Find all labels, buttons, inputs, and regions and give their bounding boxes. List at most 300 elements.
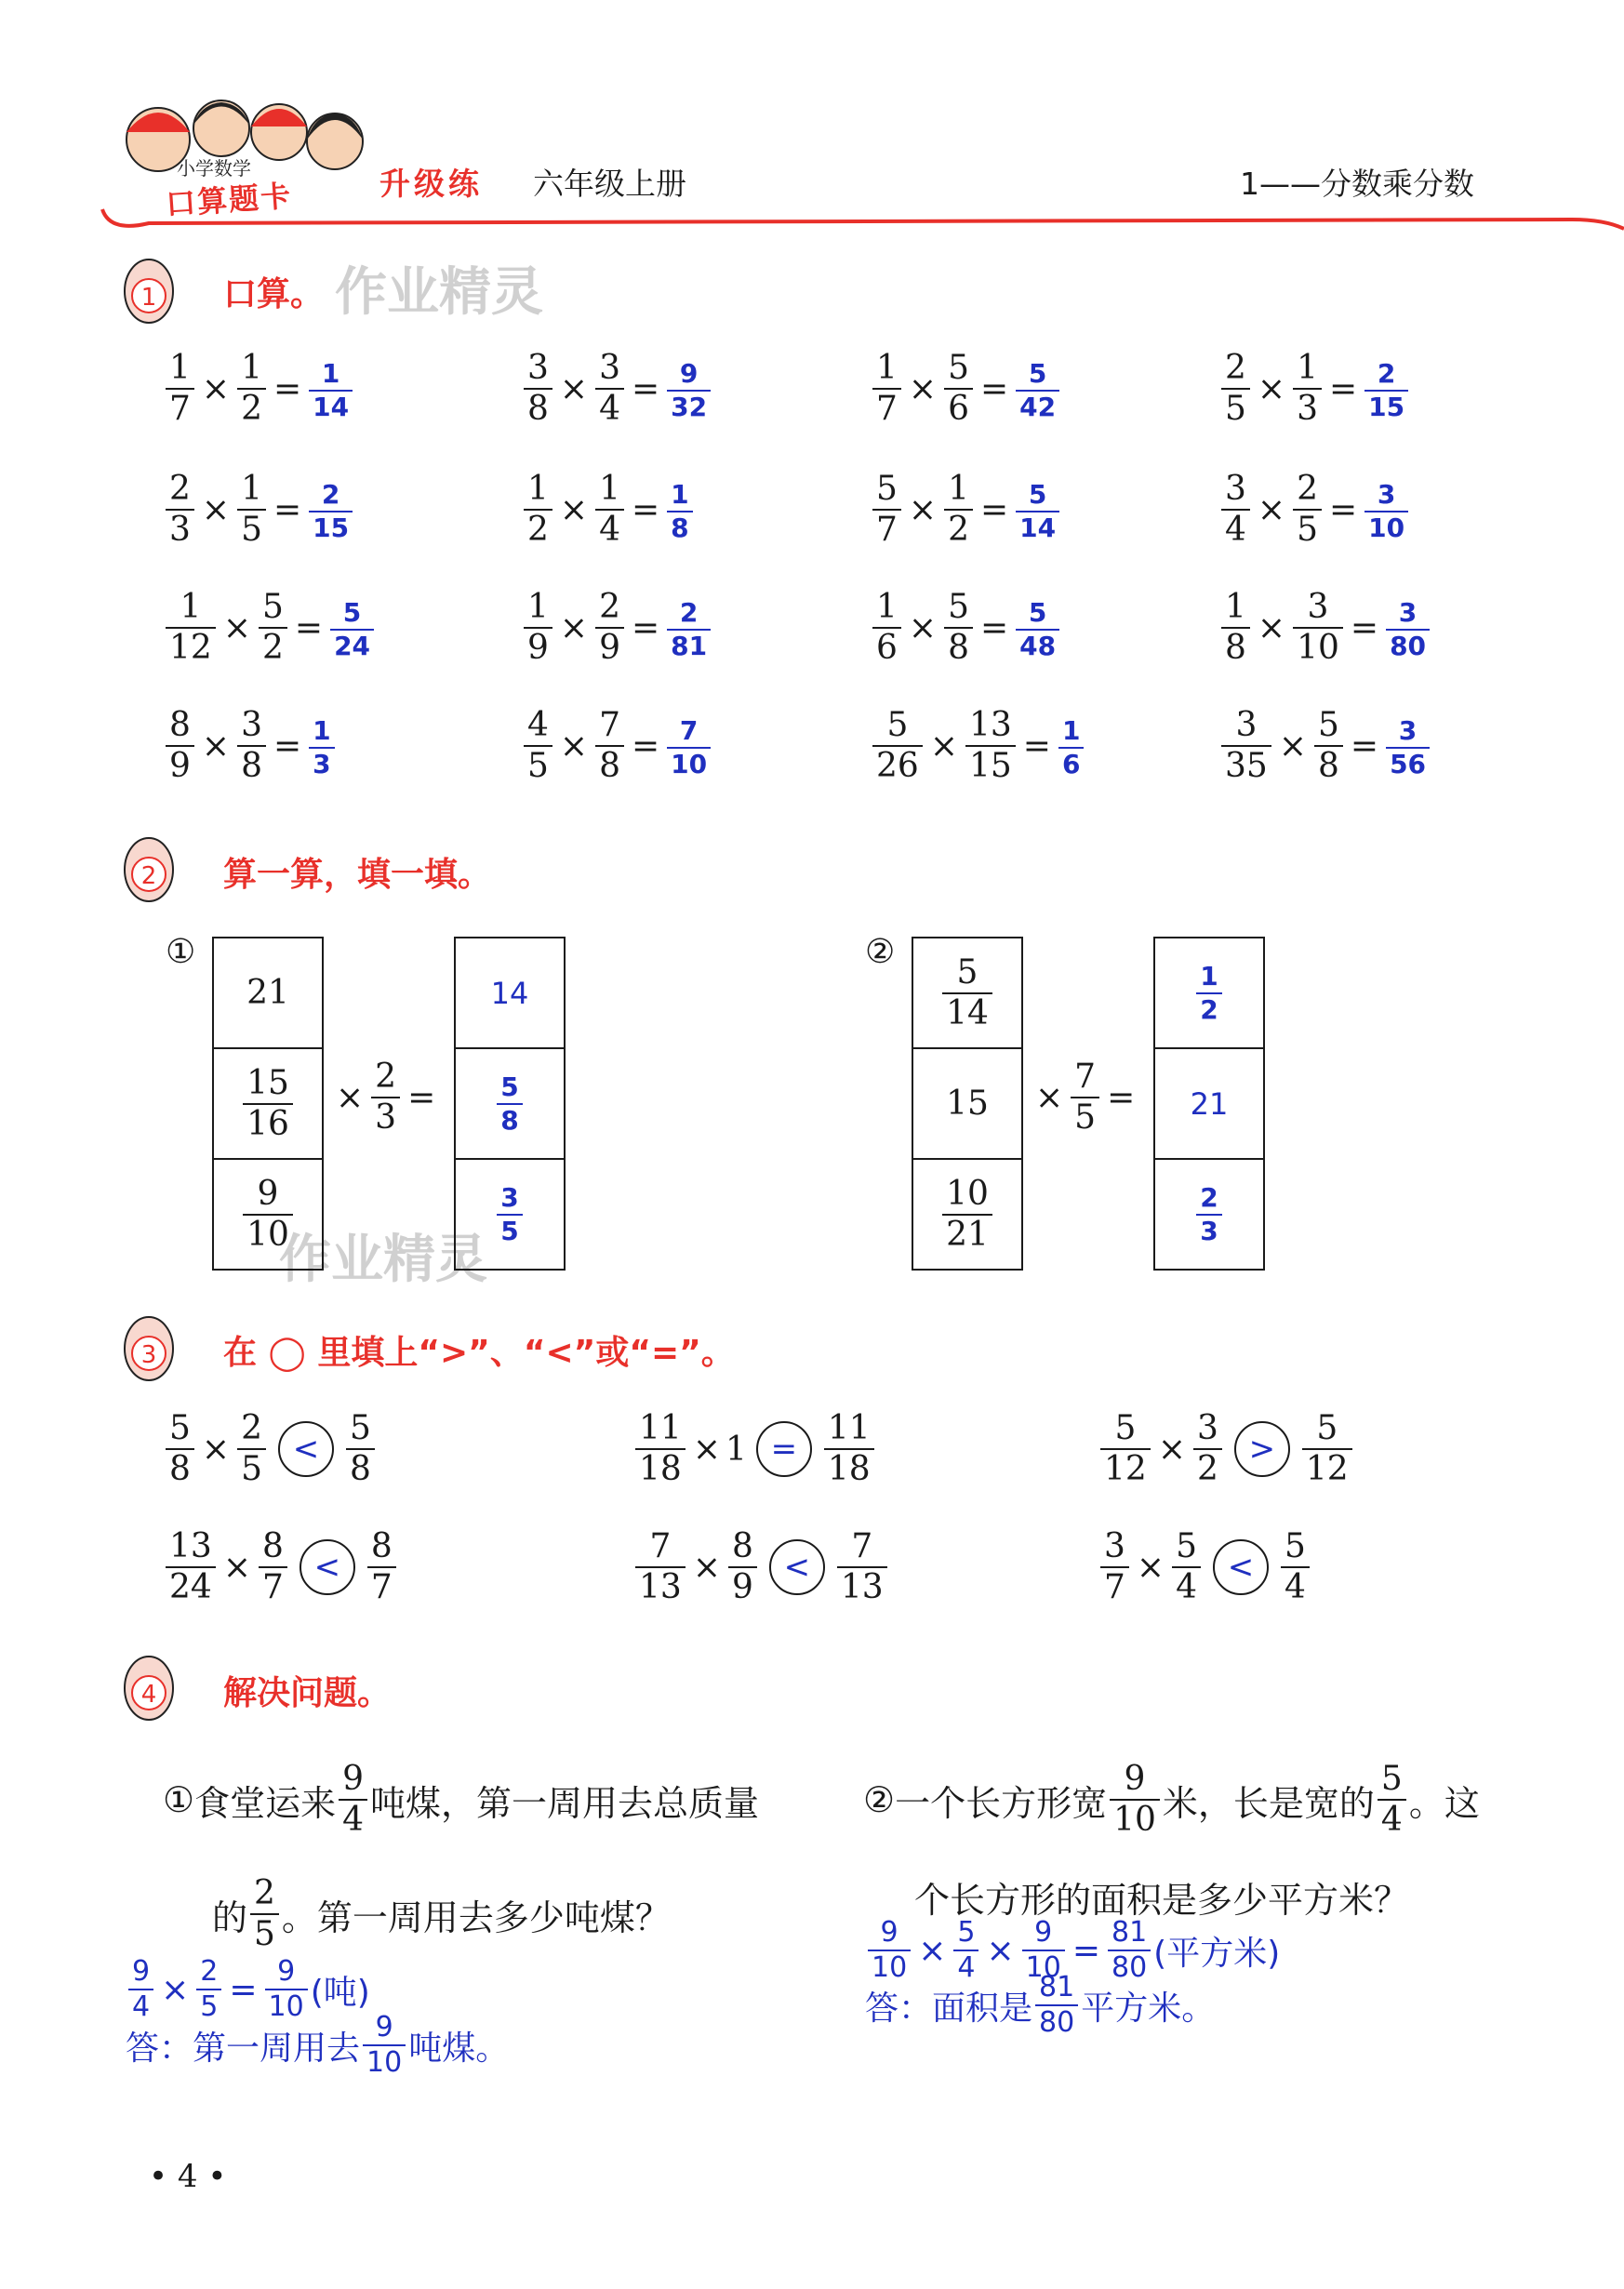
denominator: 15 (1364, 390, 1408, 420)
times-sign: × (1257, 608, 1286, 647)
denominator: 4 (339, 1799, 367, 1837)
numerator: 13 (169, 1527, 212, 1565)
numerator: 8 (731, 1527, 753, 1565)
rhs-fraction (824, 1409, 874, 1488)
denominator: 4 (953, 1950, 978, 1982)
answer-fraction (363, 2011, 406, 2079)
equals-sign: = (979, 608, 1009, 647)
numerator: 15 (246, 1063, 289, 1102)
denominator: 13 (635, 1566, 686, 1604)
numerator: 9 (1124, 1760, 1146, 1798)
numerator: 3 (1196, 1409, 1218, 1447)
denominator: 5 (237, 1448, 266, 1486)
factor-b (595, 706, 624, 785)
numerator: 5 (876, 470, 898, 508)
equals-sign: = (631, 608, 660, 647)
denominator: 9 (524, 627, 552, 665)
equals-sign: = (1107, 1078, 1136, 1117)
work-unit: (平方米) (1153, 1934, 1281, 1973)
svg-text:2: 2 (140, 862, 157, 890)
denominator: 6 (944, 388, 973, 426)
answer-text: 吨煤。 (408, 2029, 510, 2068)
answer (664, 479, 695, 541)
section-2-badge-icon (121, 828, 177, 912)
numerator: 3 (1225, 470, 1246, 508)
times-sign: × (559, 726, 589, 765)
numerator: 5 (1028, 478, 1047, 510)
output-cell (456, 938, 564, 1049)
problem-text: 米，长是宽的 (1162, 1782, 1375, 1824)
numerator: 2 (321, 478, 340, 510)
answer-fraction (1364, 478, 1408, 543)
denominator: 3 (1196, 1214, 1221, 1244)
numerator: 5 (1028, 357, 1047, 389)
answer-fraction (667, 478, 692, 543)
denominator: 4 (128, 1989, 153, 2021)
cell-fraction (243, 1063, 293, 1143)
cell-value: 14 (490, 975, 529, 1011)
oral-item (163, 349, 355, 428)
denominator: 15 (309, 511, 353, 541)
factor-a (872, 588, 901, 667)
answer (306, 479, 355, 541)
factor-b (965, 706, 1016, 785)
rhs-fraction (837, 1527, 887, 1606)
input-column (212, 937, 324, 1271)
numerator: 5 (342, 596, 362, 628)
numerator: 5 (948, 349, 969, 387)
factor-a (1221, 588, 1250, 667)
denominator: 80 (1108, 1950, 1151, 1982)
denominator: 2 (1193, 1448, 1222, 1486)
problem-fraction (1110, 1760, 1160, 1839)
denominator: 4 (595, 509, 624, 547)
answer (1383, 715, 1432, 778)
factor-b (1314, 706, 1343, 785)
denominator: 8 (524, 388, 552, 426)
numerator: 7 (679, 714, 699, 746)
numerator: 5 (169, 1409, 191, 1447)
numerator: 1 (1200, 960, 1218, 991)
compare-item (1098, 1409, 1355, 1488)
lhs-factor-b (259, 1527, 287, 1606)
oral-item (870, 588, 1062, 667)
compare-circle[interactable]: < (278, 1421, 334, 1477)
compare-circle[interactable]: < (300, 1539, 355, 1595)
lhs-factor-a (1100, 1409, 1151, 1488)
lhs-factor-a (1100, 1527, 1129, 1606)
equals-sign: = (1328, 490, 1358, 529)
equals-sign: = (1350, 726, 1379, 765)
times-sign: × (1257, 369, 1286, 408)
equals-sign: = (273, 369, 302, 408)
denominator: 7 (367, 1566, 396, 1604)
denominator: 2 (259, 627, 287, 665)
factor-b (237, 472, 266, 547)
numerator: 1 (876, 588, 898, 626)
numerator: 5 (349, 1409, 371, 1447)
problem-text: 。这 (1408, 1782, 1480, 1824)
factor-b (595, 472, 624, 547)
numerator: 9 (375, 2011, 393, 2043)
denominator: 8 (944, 627, 973, 665)
compare-item (163, 1409, 378, 1488)
input-cell (214, 938, 322, 1049)
lhs-factor-a (635, 1527, 686, 1606)
denominator: 7 (259, 1566, 287, 1604)
numerator: 1 (876, 349, 898, 387)
section-3-badge-icon (121, 1307, 177, 1391)
output-column (454, 937, 566, 1271)
answer-text: 答：第一周用去 (126, 2029, 361, 2068)
numerator: 9 (132, 1955, 151, 1988)
numerator: 2 (375, 1058, 397, 1096)
numerator: 1 (169, 349, 191, 387)
numerator: 2 (1377, 357, 1396, 389)
svg-text:3: 3 (140, 1341, 157, 1369)
problem-1-answer (126, 2011, 510, 2079)
numerator: 5 (886, 706, 909, 744)
equals-sign: = (979, 369, 1009, 408)
denominator: 10 (265, 1989, 308, 2021)
denominator: 16 (243, 1103, 293, 1141)
problem-1-work (126, 1955, 370, 2023)
numerator: 1 (671, 478, 689, 510)
cell-value: 21 (246, 974, 289, 1012)
numerator: 11 (827, 1409, 871, 1447)
section-3-title: 在 ◯ 里填上“>”、“<”或“=”。 (223, 1334, 735, 1372)
item-label: ② (865, 933, 896, 971)
denominator: 24 (330, 629, 374, 659)
numerator: 9 (880, 1916, 899, 1949)
answer (1013, 358, 1062, 420)
numerator: 2 (200, 1955, 219, 1988)
numerator: 5 (956, 952, 978, 991)
problem-text: 一个长方形宽 (895, 1782, 1108, 1824)
denominator: 9 (166, 745, 194, 783)
factor-b (944, 588, 973, 667)
answer-fraction (1016, 478, 1059, 543)
problem-fraction (250, 1874, 279, 1953)
work-result (265, 1955, 308, 2023)
compare-circle[interactable]: < (1213, 1539, 1269, 1595)
factor-b (595, 588, 624, 667)
oral-item (870, 472, 1062, 547)
header-divider (0, 205, 1624, 242)
cell-fraction (1196, 1181, 1221, 1246)
factor-a (166, 349, 194, 428)
factor-b (259, 588, 287, 667)
denominator: 5 (1071, 1097, 1099, 1135)
factor-b (944, 472, 973, 547)
denominator: 7 (872, 509, 901, 547)
oral-item (1218, 588, 1432, 667)
answer (306, 358, 355, 420)
denominator: 10 (1022, 1950, 1065, 1982)
denominator: 10 (243, 1214, 293, 1252)
numerator: 2 (241, 1409, 262, 1447)
denominator: 4 (1281, 1566, 1310, 1604)
work-fraction (953, 1916, 978, 1984)
equals-sign: = (1072, 1931, 1100, 1970)
numerator: 7 (649, 1527, 672, 1565)
denominator: 8 (595, 745, 624, 783)
denominator: 80 (1386, 629, 1430, 659)
numerator: 9 (257, 1174, 279, 1213)
factor-b (237, 706, 266, 785)
brand-title: 口算题卡 (164, 178, 294, 222)
denominator: 14 (1016, 511, 1059, 541)
factor-b (595, 349, 624, 428)
numerator: 1 (1061, 714, 1081, 746)
denominator: 81 (667, 629, 711, 659)
section-1-badge-icon (121, 249, 177, 333)
denominator: 8 (1314, 745, 1343, 783)
equals-sign: = (631, 369, 660, 408)
times-sign: × (1157, 1430, 1186, 1469)
numerator: 8 (169, 706, 191, 744)
times-sign: × (908, 369, 938, 408)
denominator: 24 (166, 1566, 216, 1604)
compare-circle[interactable]: < (769, 1539, 825, 1595)
compare-circle[interactable]: > (1234, 1421, 1290, 1477)
times-sign: × (1035, 1078, 1064, 1117)
factor-a (1221, 349, 1250, 428)
lhs-factor-a (166, 1409, 194, 1488)
answer (664, 715, 713, 778)
answer (306, 715, 337, 778)
input-cell (913, 938, 1021, 1049)
work-fraction (196, 1955, 221, 2023)
lhs-factor-b (1172, 1527, 1201, 1606)
rhs-fraction (1302, 1409, 1352, 1488)
compare-item (1098, 1527, 1312, 1606)
compare-circle[interactable]: = (756, 1421, 812, 1477)
times-sign: × (1257, 490, 1286, 529)
equals-sign: = (273, 726, 302, 765)
denominator: 26 (872, 745, 923, 783)
answer-fraction (667, 596, 711, 661)
grade-label: 六年级上册 (533, 166, 686, 202)
denominator: 2 (524, 509, 552, 547)
equals-sign: = (273, 490, 302, 529)
factor-b (1293, 472, 1322, 547)
watermark-2: 作业精灵 (279, 1230, 487, 1290)
cell-fraction (942, 1174, 992, 1254)
answer (1013, 597, 1062, 659)
answer-text: 答：面积是 (865, 1989, 1033, 2028)
factor-a (166, 472, 194, 547)
numerator: 10 (946, 1174, 989, 1213)
oral-item (163, 588, 377, 667)
denominator: 42 (1016, 390, 1059, 420)
numerator: 5 (948, 588, 969, 626)
answer (1362, 479, 1411, 541)
factor-a (872, 472, 901, 547)
numerator: 1 (1297, 349, 1318, 387)
page-number-value: 4 (177, 2158, 198, 2195)
times-sign: × (559, 369, 589, 408)
denominator: 5 (237, 509, 266, 547)
numerator: 2 (599, 588, 620, 626)
factor-b (1293, 588, 1343, 667)
numerator: 4 (527, 706, 549, 744)
denominator: 35 (1221, 745, 1271, 783)
numerator: 2 (1225, 349, 1246, 387)
numerator: 8 (261, 1527, 284, 1565)
numerator: 2 (1297, 470, 1318, 508)
answer (327, 597, 377, 659)
equals-sign: = (631, 490, 660, 529)
answer-fraction (667, 714, 711, 779)
answer-fraction (309, 714, 334, 779)
times-sign: × (929, 726, 958, 765)
times-sign: × (201, 1430, 231, 1469)
answer (1013, 479, 1062, 541)
equals-sign: = (1022, 726, 1051, 765)
cell-fraction (497, 1071, 522, 1136)
denominator: 5 (524, 745, 552, 783)
numerator: 11 (639, 1409, 682, 1447)
times-sign: × (559, 608, 589, 647)
denominator: 18 (635, 1448, 686, 1486)
output-column (1153, 937, 1265, 1271)
numerator: 3 (500, 1181, 519, 1213)
times-sign: × (222, 1548, 251, 1587)
problem-1-line-1 (163, 1760, 760, 1839)
answer (664, 358, 713, 420)
factor-b (237, 349, 266, 428)
numerator: 1 (180, 588, 202, 626)
numerator: 5 (1028, 596, 1047, 628)
cell-fraction (1196, 960, 1221, 1025)
denominator: 48 (1016, 629, 1059, 659)
numerator: 1 (948, 470, 969, 508)
times-sign: × (201, 490, 231, 529)
problem-text: 吨煤，第一周用去总质量 (370, 1782, 760, 1824)
problem-fraction (1378, 1760, 1406, 1839)
numerator: 1 (313, 714, 331, 746)
oral-item (521, 472, 696, 547)
denominator: 7 (872, 388, 901, 426)
problem-2-answer (865, 1971, 1216, 2039)
denominator: 4 (1221, 509, 1250, 547)
cell-fraction (942, 952, 992, 1032)
factor-a (524, 349, 552, 428)
numerator: 2 (254, 1874, 275, 1912)
denominator: 8 (166, 1448, 194, 1486)
denominator: 4 (595, 388, 624, 426)
topic-label: 1——分数乘分数 (1240, 166, 1474, 202)
factor-a (524, 706, 552, 785)
numerator: 1 (241, 470, 262, 508)
numerator: 5 (261, 588, 284, 626)
lhs-factor-b (728, 1527, 757, 1606)
denominator: 8 (237, 745, 266, 783)
equals-sign: = (407, 1078, 436, 1117)
times-sign: × (908, 490, 938, 529)
oral-item (1218, 472, 1411, 547)
lhs-factor-a (635, 1409, 686, 1488)
numerator: 1 (527, 588, 549, 626)
denominator: 21 (942, 1214, 992, 1252)
numerator: 81 (1111, 1916, 1148, 1949)
denominator: 3 (166, 509, 194, 547)
denominator: 10 (1110, 1799, 1160, 1837)
output-cell (1155, 1160, 1263, 1269)
section-1-number: 1 (140, 284, 157, 312)
problem-label: ① (163, 1779, 195, 1820)
denominator: 5 (196, 1989, 221, 2021)
answer-fraction (1035, 1971, 1078, 2039)
cell-value: 15 (946, 1085, 989, 1123)
denominator: 10 (868, 1950, 911, 1982)
denominator: 5 (250, 1913, 279, 1951)
numerator: 2 (1200, 1181, 1218, 1213)
equals-sign: = (294, 608, 324, 647)
compare-item (632, 1409, 877, 1488)
numerator: 3 (1377, 478, 1396, 510)
denominator: 5 (497, 1214, 522, 1244)
svg-text:4: 4 (140, 1681, 157, 1709)
numerator: 9 (342, 1760, 364, 1798)
answer-fraction (1386, 714, 1430, 779)
numerator: 9 (679, 357, 699, 389)
answer (1362, 358, 1411, 420)
watermark: 作业精灵 (335, 262, 543, 323)
page-number: • 4 • (149, 2158, 227, 2195)
numerator: 1 (241, 349, 262, 387)
oral-item (521, 349, 713, 428)
factor-a (524, 588, 552, 667)
times-sign: × (1278, 726, 1307, 765)
numerator: 9 (277, 1955, 296, 1988)
multiplier-expr (331, 1060, 440, 1135)
times-sign: × (559, 490, 589, 529)
section-2-title: 算一算，填一填。 (223, 856, 492, 894)
times-sign: × (692, 1430, 721, 1469)
denominator: 12 (166, 627, 216, 665)
denominator: 4 (1378, 1799, 1406, 1837)
problem-1-line-2 (212, 1874, 671, 1953)
denominator: 8 (667, 511, 692, 541)
numerator: 1 (527, 470, 549, 508)
numerator: 5 (1114, 1409, 1137, 1447)
denominator: 2 (1196, 992, 1221, 1023)
denominator: 12 (1302, 1448, 1352, 1486)
section-4-title: 解决问题。 (223, 1674, 392, 1712)
numerator: 3 (1235, 706, 1258, 744)
denominator: 5 (1221, 388, 1250, 426)
oral-item (521, 706, 713, 785)
denominator: 8 (497, 1103, 522, 1134)
denominator: 10 (1364, 511, 1408, 541)
numerator: 1 (321, 357, 340, 389)
denominator: 18 (824, 1448, 874, 1486)
denominator: 3 (371, 1097, 400, 1135)
numerator: 3 (527, 349, 549, 387)
denominator: 8 (346, 1448, 375, 1486)
numerator: 5 (1316, 1409, 1338, 1447)
answer-fraction (309, 357, 353, 422)
rhs-fraction (367, 1527, 396, 1606)
oral-item (870, 349, 1062, 428)
times-sign: × (201, 369, 231, 408)
multiplier (1071, 1060, 1099, 1135)
section-1-title: 口算。 (223, 275, 325, 313)
numerator: 5 (1317, 706, 1339, 744)
answer-fraction (1058, 714, 1084, 779)
